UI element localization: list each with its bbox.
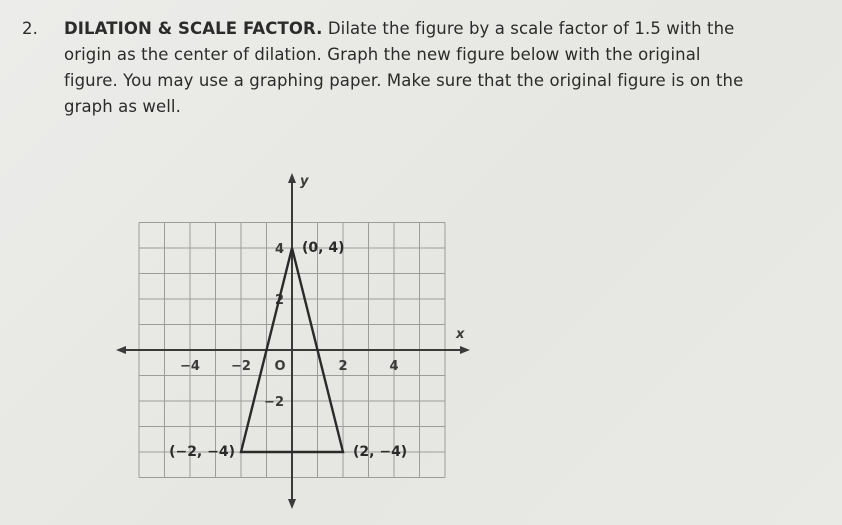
vertex-label: (2, −4) [353,444,408,460]
problem-line-4: graph as well. [64,97,181,116]
problem-line-1 [22,16,822,42]
problem-text [22,16,822,120]
y-tick-label: −2 [264,395,284,410]
vertex-label: (0, 4) [302,240,345,256]
x-tick-label: 4 [389,359,399,374]
problem-line-3: figure. You may use a graphing paper. Make sure that the original figure is on the [64,71,744,90]
x-axis-label: x [456,327,465,342]
y-axis-label: y [300,174,309,189]
x-tick-label: −2 [231,359,251,374]
y-axis-arrow-down [288,499,296,509]
vertex-label: (−2, −4) [169,444,235,460]
y-axis-arrow-up [288,173,296,183]
x-axis-arrow-left [116,346,126,354]
x-tick-label: −4 [180,359,200,374]
problem-number: 2. [22,19,38,38]
x-tick-label: 2 [338,359,348,374]
x-axis-arrow-right [460,346,470,354]
problem-line-1-text: Dilate the figure by a scale factor of 1.5 with the [327,19,735,38]
coordinate-graph [110,165,480,515]
origin-label: O [274,359,286,374]
problem-line-2: origin as the center of dilation. Graph the new figure below with the original [64,45,701,64]
y-tick-label: 2 [274,293,284,308]
graph-svg [110,165,480,515]
problem-title: DILATION & SCALE FACTOR. [64,19,323,38]
y-tick-label: 4 [274,242,284,257]
